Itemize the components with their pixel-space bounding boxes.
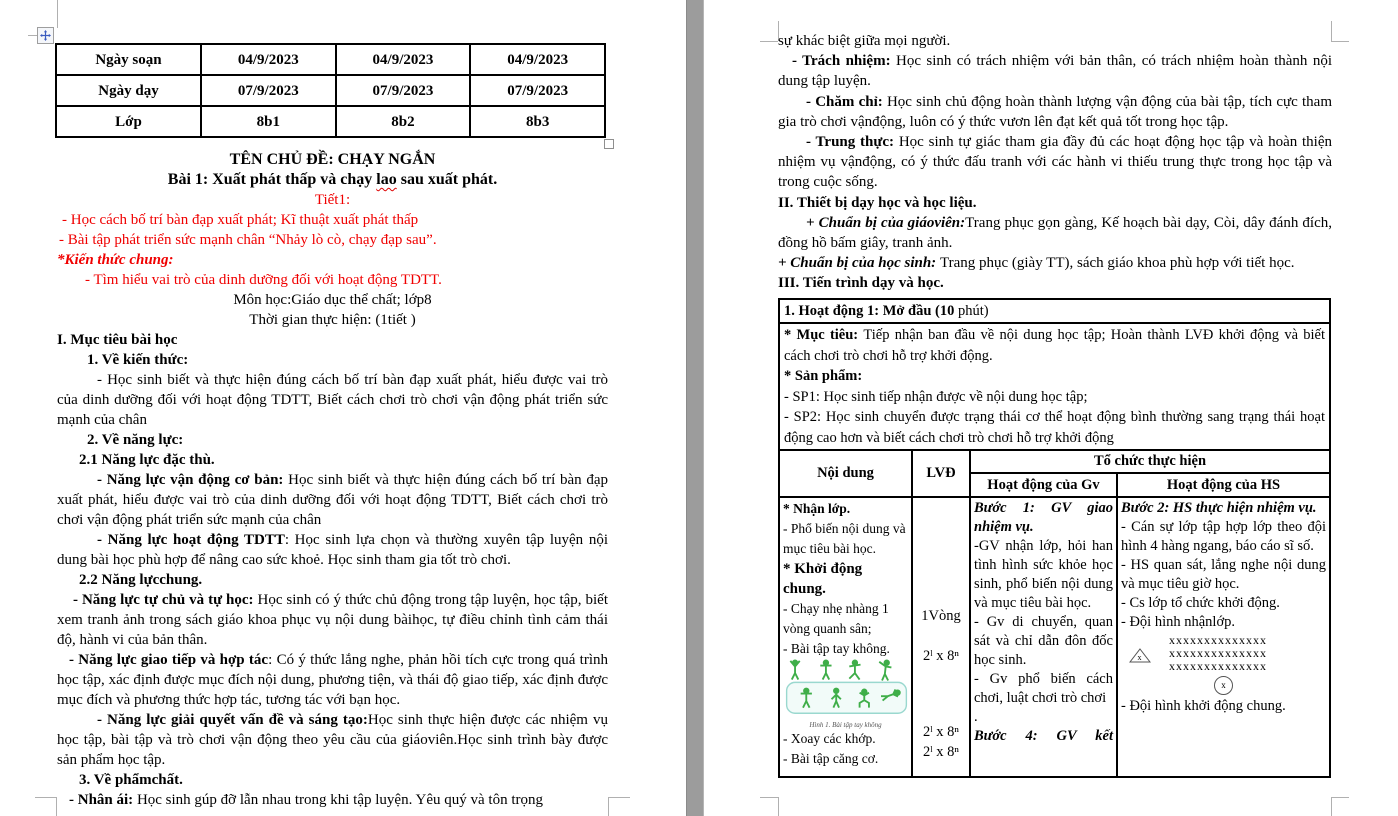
cell-lvd — [913, 498, 971, 776]
step-heading: Bước 1: GV giao nhiệm vụ. — [974, 500, 1113, 536]
gv-line: - Gv phổ biến cách chơi, luật chơi trò chơi — [974, 671, 1113, 707]
body-paragraph — [57, 710, 608, 770]
tiet-line: Tiết1: — [314, 192, 351, 208]
content-line: * Nhận lớp. — [783, 501, 851, 517]
subtitle-post: sau xuất phát. — [396, 171, 498, 188]
para-text: Học sinh tự giác tham gia đầy đủ các hoạt động học tập và hoàn thiện nhiệm vụ vậnđộng, có ý thức đấu tranh với các hành vi thiếu trung thực trong học tập và trong cuộc sống. — [778, 134, 1333, 191]
figure-caption: Hình 1. Bài tập tay không — [809, 721, 882, 730]
cell-noi-dung — [780, 498, 913, 776]
col-header-gv: Hoạt động của Gv — [971, 474, 1118, 496]
info-value: 04/9/2023 — [470, 44, 605, 75]
para-lead: - Chăm chỉ: — [806, 93, 887, 110]
activity-title-row — [780, 300, 1329, 325]
svg-text:x: x — [1137, 653, 1143, 663]
objective-line: *Kiến thức chung: — [57, 252, 174, 268]
content-line: - Bài tập tay không. — [783, 641, 890, 657]
info-value: 8b3 — [470, 106, 605, 137]
para-lead: - Nhân ái: — [69, 792, 137, 808]
crop-mark — [35, 797, 57, 798]
content-line: - Phổ biến nội dung và mục tiêu bài học. — [783, 521, 906, 557]
formation-diagram — [1121, 634, 1326, 673]
activity-title-rest: phút) — [958, 302, 989, 319]
section-heading: 2.1 Năng lực đặc thù. — [79, 452, 215, 468]
subtitle-pre: Bài 1: Xuất phát thấp và chạy — [167, 171, 377, 188]
table-row — [56, 75, 605, 106]
info-value: 07/9/2023 — [470, 75, 605, 106]
body-paragraph — [57, 790, 608, 810]
info-value: 07/9/2023 — [336, 75, 471, 106]
info-label: Lớp — [56, 106, 201, 137]
formation-row: xxxxxxxxxxxxxx — [1169, 633, 1267, 648]
para-lead: - Năng lực giao tiếp và hợp tác — [69, 652, 269, 668]
info-value: 04/9/2023 — [201, 44, 336, 75]
section-heading: 2.2 Năng lựcchung. — [79, 572, 203, 588]
section-heading: 2. Về năng lực: — [87, 432, 184, 448]
gv-line: - Gv di chuyển, quan sát và chỉ dẫn đôn đốc học sinh. — [974, 614, 1113, 669]
para-text: Tiếp nhận ban đầu về nội dung học tập; Hoàn thành LVĐ khởi động và biết cách chơi trò chơi hỗ trợ khởi động. — [784, 327, 1326, 364]
leader-circle-icon: x — [1214, 676, 1233, 695]
formation-row: xxxxxxxxxxxxxx — [1169, 646, 1267, 661]
page-right — [778, 0, 1332, 778]
para-text: Học sinh biết và thực hiện đúng cách bố trí bàn đạp xuất phát, hiểu được vai trò của dinh dưỡng đối với hoạt động TDTT, Biết cách chơi trò chơi vận động phát triển sức mạnh của chân — [57, 472, 608, 528]
lvd-value: 1Vòng — [921, 608, 961, 625]
doc-title: TÊN CHỦ ĐỀ: CHẠY NGẮN — [229, 151, 436, 168]
leader-triangle-icon — [1129, 648, 1151, 663]
doc-subtitle — [57, 170, 608, 190]
section-heading: III. Tiến trình dạy và học. — [778, 275, 944, 292]
step-heading: Bước 4: GV kết — [974, 728, 1113, 745]
page-gap-divider — [686, 0, 704, 816]
col-header-lvd: LVĐ — [913, 451, 971, 496]
info-value: 04/9/2023 — [336, 44, 471, 75]
col-header-to-chuc-group — [971, 451, 1329, 496]
para-text: : Có ý thức lắng nghe, phản hồi tích cực trong quá trình học tập, xác định được mục đích nội dung, phương tiện, và thái độ giao tiếp, xác định được mục đích và phương thức hợp tác, tương tác với bạn học. — [57, 652, 608, 708]
body-paragraph — [57, 650, 608, 710]
body-paragraph — [57, 530, 608, 570]
para-lead: - Năng lực hoạt động TDTT — [97, 532, 285, 548]
body-paragraph — [778, 92, 1332, 132]
col-header-to-chuc: Tổ chức thực hiện — [971, 451, 1329, 474]
para-text: : Học sinh lựa chọn và thường xuyên tập luyện nội dung bài học phù hợp để nâng cao sức khoẻ. Học sinh tham gia tốt trò chơi. — [57, 532, 608, 568]
info-label: Ngày dạy — [56, 75, 201, 106]
subject-line: Môn học:Giáo dục thể chất; lớp8 — [233, 292, 432, 308]
col-header-noi-dung: Nội dung — [780, 451, 913, 496]
crop-mark — [1331, 797, 1349, 798]
body-paragraph — [778, 132, 1332, 193]
para-lead: - Trung thực: — [806, 134, 899, 151]
step-heading: Bước 2: HS thực hiện nhiệm vụ. — [1121, 500, 1317, 517]
product-line: - SP2: Học sinh chuyển được trạng thái cơ thể hoạt động bình thường sang trạng thái hoạt động cao hơn và biết cách chơi trò chơi hỗ trợ khởi động — [784, 409, 1325, 446]
info-value: 8b1 — [201, 106, 336, 137]
info-value: 07/9/2023 — [201, 75, 336, 106]
body-paragraph — [778, 253, 1332, 273]
hs-line: - Cán sự lớp tập hợp lớp theo đội hình 4 hàng ngang, báo cáo sĩ số. — [1121, 519, 1326, 555]
activity-table — [778, 298, 1331, 779]
col-header-hs: Hoạt động của HS — [1166, 477, 1281, 494]
crop-mark — [28, 35, 37, 36]
section-heading: I. Mục tiêu bài học — [57, 332, 178, 348]
body-paragraph — [57, 470, 608, 530]
lvd-value: 2ˡ x 8ⁿ — [923, 744, 959, 761]
section-heading: II. Thiết bị dạy học và học liệu. — [778, 194, 977, 211]
body-paragraph — [778, 51, 1332, 91]
content-line: * Khởi động chung. — [783, 561, 863, 598]
formation-row: xxxxxxxxxxxxxx — [1169, 659, 1267, 674]
cell-hs — [1118, 498, 1329, 776]
page-left — [57, 0, 608, 810]
body-paragraph: - Học sinh biết và thực hiện đúng cách bố trí bàn đạp xuất phát, hiểu được vai trò của dinh dưỡng đối với hoạt động TDTT, Biết cách chơi trò chơi vận động phát triển sức mạnh của chân — [57, 372, 608, 428]
crop-mark — [608, 797, 630, 798]
hs-line: - Cs lớp tổ chức khởi động. — [1121, 595, 1280, 612]
body-paragraph — [57, 590, 608, 650]
activity-title-bold: 1. Hoạt động 1: Mở đầu (10 — [784, 302, 958, 319]
hs-line: - Đội hình nhậnlớp. — [1121, 614, 1235, 631]
para-lead: + Chuẩn bị của giáoviên: — [806, 214, 966, 231]
para-lead: + Chuẩn bị của học sinh: — [778, 255, 940, 272]
para-lead: - Năng lực vận động cơ bản: — [97, 472, 289, 488]
lesson-info-table — [55, 43, 606, 138]
crop-mark — [760, 41, 778, 42]
hs-line: - HS quan sát, lắng nghe nội dung và mục tiêu giờ học. — [1121, 557, 1326, 593]
activity-table-header — [780, 451, 1329, 498]
misspelled-word: lao — [376, 171, 397, 188]
para-text: Học sinh có trách nhiệm với bản thân, có trách nhiệm hoàn thành nội dung tập luyện. — [778, 53, 1332, 90]
para-text: Học sinh thực hiện được các nhiệm vụ học tập, bài tập và trò chơi vận động theo yêu cầu của giáoviên.Học sinh trình bày được sản phẩm học tập. — [57, 712, 608, 768]
duration-line: Thời gian thực hiện: (1tiết ) — [249, 312, 416, 328]
para-text: Học sinh chủ động hoàn thành lượng vận động của bài tập, tích cực tham gia trò chơi vậnđộng, luôn có ý thức vươn lên đạt kết quả tốt trong học tập. — [778, 93, 1333, 130]
products-heading: * Sản phẩm: — [784, 368, 863, 385]
product-line: - SP1: Học sinh tiếp nhận được về nội dung học tập; — [784, 388, 1088, 405]
lvd-value: 2ˡ x 8ⁿ — [923, 724, 959, 741]
hs-line: - Đội hình khởi động chung. — [1121, 698, 1286, 715]
cell-gv — [971, 498, 1118, 776]
objective-line: - Bài tập phát triển sức mạnh chân “Nhảy lò cò, chạy đạp sau”. — [59, 232, 437, 248]
table-row — [56, 44, 605, 75]
para-lead: - Trách nhiệm: — [792, 53, 896, 70]
content-line: - Bài tập căng cơ. — [783, 751, 879, 767]
objective-line: - Tìm hiểu vai trò của dinh dưỡng đối với hoạt động TDTT. — [85, 272, 442, 288]
gv-line: -GV nhận lớp, hỏi han tình hình sức khỏe học sinh, phổ biến nội dung và mục tiêu bài học. — [974, 538, 1113, 612]
info-label: Ngày soạn — [56, 44, 201, 75]
content-line: - Chạy nhẹ nhàng 1 vòng quanh sân; — [783, 601, 889, 637]
para-text: Trang phục (giày TT), sách giáo khoa phù hợp với tiết học. — [939, 255, 1295, 272]
info-value: 8b2 — [336, 106, 471, 137]
crop-mark — [760, 797, 778, 798]
para-text: Trang phục gọn gàng, Kế hoạch bài dạy, Còi, dây đánh đích, đồng hồ bấm giây, tranh ảnh. — [778, 214, 1333, 252]
goal-paragraph — [784, 325, 1325, 366]
para-lead: - Năng lực tự chủ và tự học: — [73, 592, 258, 608]
crop-mark — [778, 797, 779, 816]
activity-goal-row — [780, 324, 1329, 451]
content-line: - Xoay các khớp. — [783, 731, 876, 747]
section-heading: 3. Về phẩmchất. — [79, 772, 183, 788]
activity-table-body — [780, 498, 1329, 776]
gv-line: . — [974, 709, 978, 726]
objective-line: - Học cách bố trí bàn đạp xuất phát; Kĩ thuật xuất phát thấp — [62, 212, 419, 228]
crop-mark — [608, 797, 609, 816]
lvd-value: 2ˡ x 8ⁿ — [923, 648, 959, 665]
crop-mark — [1331, 797, 1332, 816]
para-lead: - Năng lực giải quyết vấn đề và sáng tạo: — [97, 712, 368, 728]
section-heading: 1. Về kiến thức: — [87, 352, 189, 368]
para-lead: * Mục tiêu: — [784, 327, 864, 344]
exercise-figures-image — [783, 659, 910, 717]
table-row — [56, 106, 605, 137]
body-paragraph: sự khác biệt giữa mọi người. — [778, 33, 951, 49]
body-paragraph — [778, 213, 1332, 253]
table-move-handle-icon[interactable] — [37, 27, 54, 44]
para-text: Học sinh gúp đỡ lẫn nhau trong khi tập luyện. Yêu quý và tôn trọng — [136, 792, 543, 808]
para-text: Học sinh có ý thức chủ động trong tập luyện, học tập, biết xem tranh ảnh trong sách giáo khoa phục vụ nội dung bàihọc, tự điều chỉnh tình cảm thái độ, hành vi của bản thân. — [57, 592, 609, 648]
crop-mark — [1331, 41, 1349, 42]
